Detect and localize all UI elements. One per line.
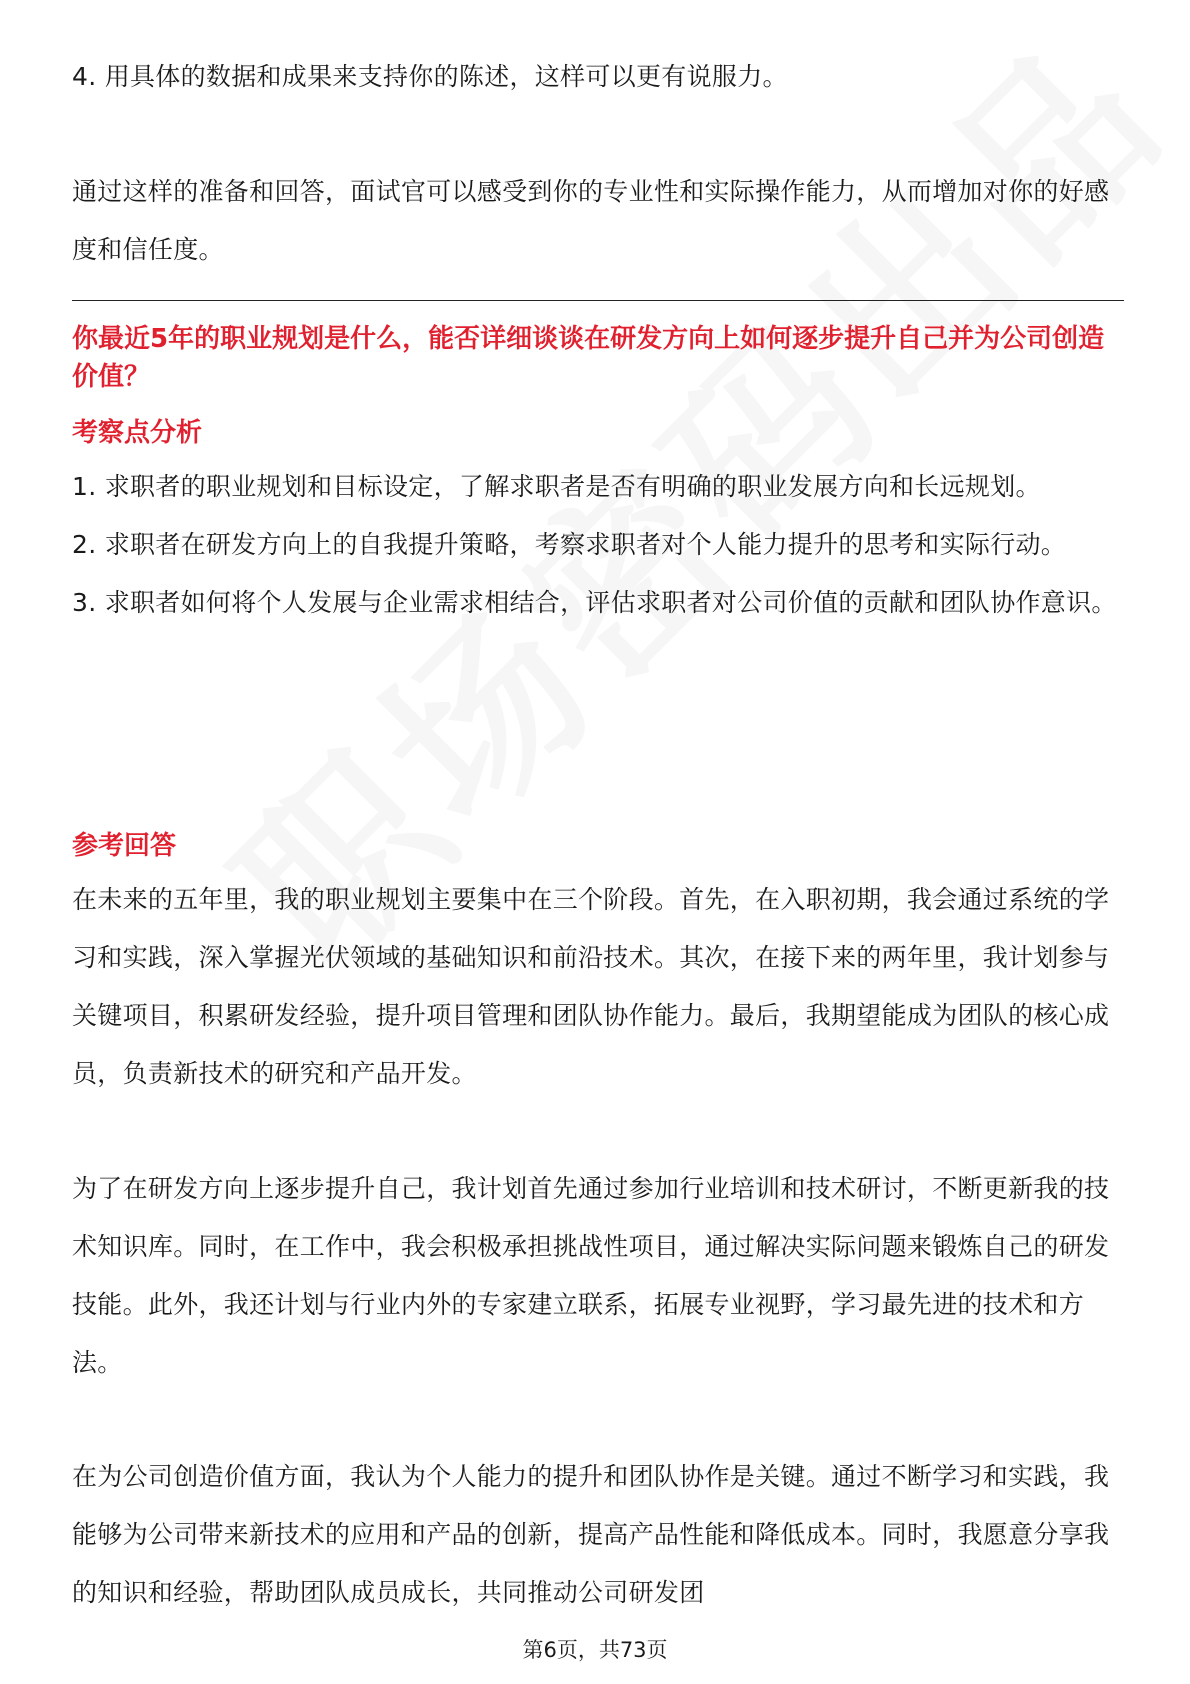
section-divider [72, 300, 1124, 301]
analysis-list [72, 458, 1124, 632]
analysis-item: 3. 求职者如何将个人发展与企业需求相结合，评估求职者对公司价值的贡献和团队协作意识。 [72, 588, 1117, 617]
analysis-item: 1. 求职者的职业规划和目标设定，了解求职者是否有明确的职业发展方向和长远规划。 [72, 472, 1041, 501]
answer-heading: 参考回答 [72, 831, 177, 861]
question-heading: 你最近5年的职业规划是什么，能否详细谈谈在研发方向上如何逐步提升自己并为公司创造价值？ [72, 324, 1105, 392]
analysis-item: 2. 求职者在研发方向上的自我提升策略，考察求职者对个人能力提升的思考和实际行动。 [72, 530, 1067, 559]
conclusion-paragraph: 通过这样的准备和回答，面试官可以感受到你的专业性和实际操作能力，从而增加对你的好感度和信任度。 [72, 177, 1110, 264]
analysis-heading: 考察点分析 [72, 418, 203, 448]
answer-paragraph: 为了在研发方向上逐步提升自己，我计划首先通过参加行业培训和技术研讨，不断更新我的技术知识库。同时，在工作中，我会积极承担挑战性项目，通过解决实际问题来锻炼自己的研发技能。此外，我还计划与行业内外的专家建立联系，拓展专业视野，学习最先进的技术和方法。 [72, 1174, 1110, 1377]
answer-paragraph: 在未来的五年里，我的职业规划主要集中在三个阶段。首先，在入职初期，我会通过系统的学习和实践，深入掌握光伏领域的基础知识和前沿技术。其次，在接下来的两年里，我计划参与关键项目，积累研发经验，提升项目管理和团队协作能力。最后，我期望能成为团队的核心成员，负责新技术的研究和产品开发。 [72, 885, 1110, 1088]
intro-list-item: 4. 用具体的数据和成果来支持你的陈述，这样可以更有说服力。 [72, 62, 788, 91]
page-number-footer: 第6页，共73页 [522, 1638, 668, 1662]
answer-paragraph: 在为公司创造价值方面，我认为个人能力的提升和团队协作是关键。通过不断学习和实践，我能够为公司带来新技术的应用和产品的创新，提高产品性能和降低成本。同时，我愿意分享我的知识和经验，帮助团队成员成长，共同推动公司研发团 [72, 1462, 1110, 1607]
